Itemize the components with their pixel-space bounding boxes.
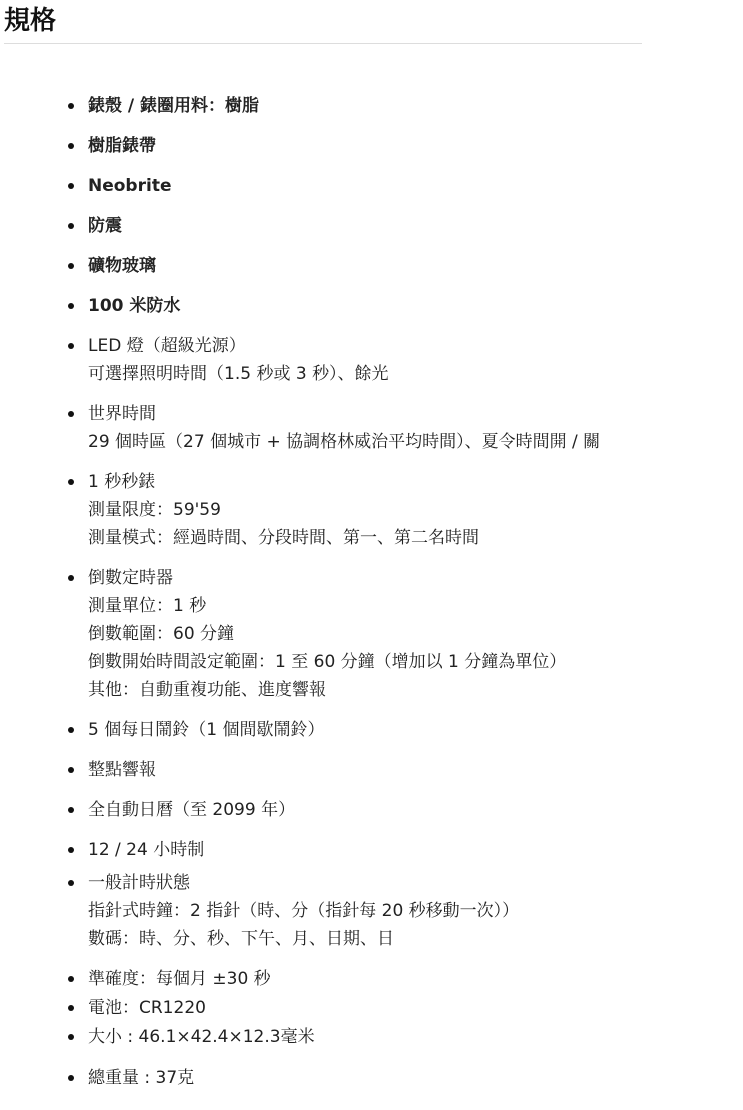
spec-line: 一般計時狀態 — [88, 873, 190, 893]
spec-item-daily-alarms — [88, 716, 728, 744]
spec-item-size — [88, 1023, 728, 1051]
spec-line: 錶殼 / 錶圈用料：樹脂 — [88, 96, 260, 116]
spec-item-mineral-glass — [88, 252, 728, 280]
spec-item-shock-resist — [88, 212, 728, 240]
page-title: 規格 — [4, 6, 57, 36]
spec-line: 世界時間 — [88, 404, 156, 424]
spec-item-battery — [88, 994, 728, 1022]
spec-line: 測量單位：1 秒 — [88, 596, 207, 616]
spec-item-accuracy — [88, 965, 728, 993]
spec-line: 100 米防水 — [88, 296, 181, 316]
spec-item-time-format — [88, 836, 728, 864]
spec-line: 指針式時鐘：2 指針（時、分（指針每 20 秒移動一次）） — [88, 901, 520, 921]
spec-line: 整點響報 — [88, 760, 156, 780]
spec-line: 倒數定時器 — [88, 568, 173, 588]
spec-item-hourly-signal — [88, 756, 728, 784]
spec-item-world-time — [88, 400, 728, 456]
spec-item-water-resist — [88, 292, 728, 320]
spec-line: 5 個每日鬧鈴（1 個間歇鬧鈴） — [88, 720, 325, 740]
spec-item-auto-calendar — [88, 796, 728, 824]
spec-line: 29 個時區（27 個城市 + 協調格林威治平均時間）、夏令時間開 / 關 — [88, 432, 601, 452]
spec-line: 防震 — [88, 216, 122, 236]
spec-line: 樹脂錶帶 — [88, 136, 156, 156]
spec-item-stopwatch — [88, 468, 728, 552]
spec-line: LED 燈（超級光源） — [88, 336, 246, 356]
spec-item-weight — [88, 1064, 728, 1092]
spec-line: 倒數範圍：60 分鐘 — [88, 624, 235, 644]
spec-line: 電池：CR1220 — [88, 998, 206, 1018]
spec-line: 準確度：每個月 ±30 秒 — [88, 969, 271, 989]
spec-item-neobrite — [88, 172, 728, 200]
spec-item-case-material — [88, 92, 728, 120]
spec-line: 礦物玻璃 — [88, 256, 156, 276]
spec-item-countdown-timer — [88, 564, 728, 704]
spec-line: 測量模式：經過時間、分段時間、第一、第二名時間 — [88, 528, 479, 548]
spec-line: Neobrite — [88, 176, 172, 196]
spec-line: 其他：自動重複功能、進度響報 — [88, 680, 326, 700]
spec-line: 總重量 : 37克 — [88, 1068, 195, 1088]
spec-line: 全自動日曆（至 2099 年） — [88, 800, 296, 820]
spec-line: 大小 : 46.1×42.4×12.3毫米 — [88, 1027, 315, 1047]
spec-line: 1 秒秒錶 — [88, 472, 156, 492]
spec-line: 可選擇照明時間（1.5 秒或 3 秒）、餘光 — [88, 364, 389, 384]
title-divider — [4, 43, 642, 44]
spec-item-regular-timekeeping — [88, 869, 728, 953]
spec-item-band — [88, 132, 728, 160]
spec-line: 數碼：時、分、秒、下午、月、日期、日 — [88, 929, 394, 949]
spec-line: 倒數開始時間設定範圍：1 至 60 分鐘（增加以 1 分鐘為單位） — [88, 652, 567, 672]
spec-line: 測量限度：59'59 — [88, 500, 221, 520]
spec-line: 12 / 24 小時制 — [88, 840, 205, 860]
spec-item-led-light — [88, 332, 728, 388]
